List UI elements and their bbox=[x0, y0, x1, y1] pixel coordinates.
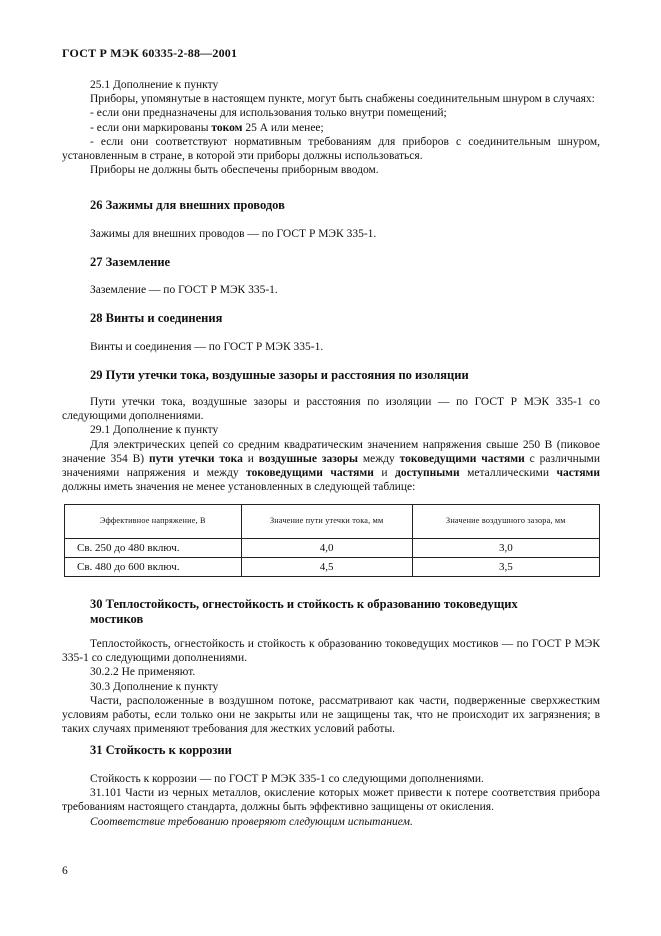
subclause-29-1: 29.1 Дополнение к пункту bbox=[90, 424, 219, 437]
table-cell: 3,5 bbox=[412, 558, 599, 577]
section-title: 26 Зажимы для внешних проводов bbox=[90, 198, 285, 212]
section-30 bbox=[62, 597, 600, 627]
subclause-30-3: 30.3 Дополнение к пункту bbox=[90, 680, 219, 693]
table-cell: Св. 250 до 480 включ. bbox=[65, 539, 242, 558]
paragraph: Теплостойкость, огнестойкость и стойкость к образованию токоведущих мостиков — по ГОСТ Р МЭК 335-1 со следующими дополнениями. bbox=[62, 638, 600, 665]
paragraph: Винты и соединения — по ГОСТ Р МЭК 335-1. bbox=[90, 341, 324, 353]
section-title: 28 Винты и соединения bbox=[90, 311, 223, 325]
table-row bbox=[65, 558, 600, 577]
test-note: Соответствие требованию проверяют следующим испытанием. bbox=[90, 815, 413, 828]
table-row bbox=[65, 539, 600, 558]
clearance-table bbox=[64, 504, 600, 577]
section-title: 30 Теплостойкость, огнестойкость и стойкость к образованию токоведущих мостиков bbox=[90, 597, 518, 626]
list-item: - если они маркированы током 25 А или менее; bbox=[90, 121, 324, 134]
section-title: 31 Стойкость к коррозии bbox=[90, 743, 232, 757]
paragraph: Приборы не должны быть обеспечены приборным вводом. bbox=[90, 164, 379, 177]
paragraph: Для электрических цепей со средним квадратическим значением напряжения свыше 250 В (пиковое значение 354 В) пути утечки тока и воздушные зазоры между токоведущими частями с различными значениями напряжения и между токоведущими частями и доступными металлическими частями должны иметь значения не менее установленных в следующей таблице: bbox=[62, 438, 601, 494]
section-title: 27 Заземление bbox=[90, 255, 171, 269]
table-cell: Св. 480 до 600 включ. bbox=[65, 558, 242, 577]
paragraph: Приборы, упомянутые в настоящем пункте, могут быть снабжены соединительным шнуром в случаях: bbox=[90, 93, 595, 106]
section-25 bbox=[62, 78, 600, 177]
subclause-31-101: 31.101 Части из черных металлов, окисление которых может привести к потере соответствия прибора требованиям настоящего стандарта, должны быть эффективно защищены от окисления. bbox=[62, 787, 600, 814]
subclause-30-2-2: 30.2.2 Не применяют. bbox=[90, 666, 196, 679]
section-26 bbox=[62, 198, 600, 213]
section-31 bbox=[62, 743, 600, 758]
table-cell: 4,5 bbox=[241, 558, 412, 577]
table-cell: 4,0 bbox=[241, 539, 412, 558]
document-header: ГОСТ Р МЭК 60335-2-88—2001 bbox=[62, 46, 238, 60]
table-header-row bbox=[65, 505, 600, 539]
section-27 bbox=[62, 255, 600, 270]
page-number: 6 bbox=[62, 865, 68, 877]
subclause-25-1: 25.1 Дополнение к пункту bbox=[90, 79, 219, 91]
paragraph: Заземление — по ГОСТ Р МЭК 335-1. bbox=[90, 284, 278, 296]
section-28 bbox=[62, 311, 600, 326]
column-header: Значение воздушного зазора, мм bbox=[412, 505, 599, 539]
paragraph: Стойкость к коррозии — по ГОСТ Р МЭК 335-1 со следующими дополнениями. bbox=[90, 773, 484, 785]
section-title: 29 Пути утечки тока, воздушные зазоры и расстояния по изоляции bbox=[90, 368, 469, 382]
table-cell: 3,0 bbox=[412, 539, 599, 558]
paragraph: Пути утечки тока, воздушные зазоры и расстояния по изоляции — по ГОСТ Р МЭК 335-1 со следующими дополнениями. bbox=[62, 396, 600, 423]
list-item: - если они соответствуют нормативным требованиям для приборов с соединительным шнуром, установленным в стране, в которой эти приборы должны использоваться. bbox=[62, 135, 600, 163]
paragraph: Части, расположенные в воздушном потоке, рассматривают как части, подверженные сверхжестким условиям работы, если только они не закрыты или не защищены так, что не происходит их загрязнения; в таких случаях применяют требования для жестких условий работы. bbox=[62, 694, 600, 736]
column-header: Значение пути утечки тока, мм bbox=[241, 505, 412, 539]
column-header: Эффективное напряжение, В bbox=[65, 505, 242, 539]
section-29 bbox=[62, 368, 600, 383]
list-item: - если они предназначены для использования только внутри помещений; bbox=[90, 107, 447, 120]
paragraph: Зажимы для внешних проводов — по ГОСТ Р МЭК 335-1. bbox=[90, 228, 377, 240]
